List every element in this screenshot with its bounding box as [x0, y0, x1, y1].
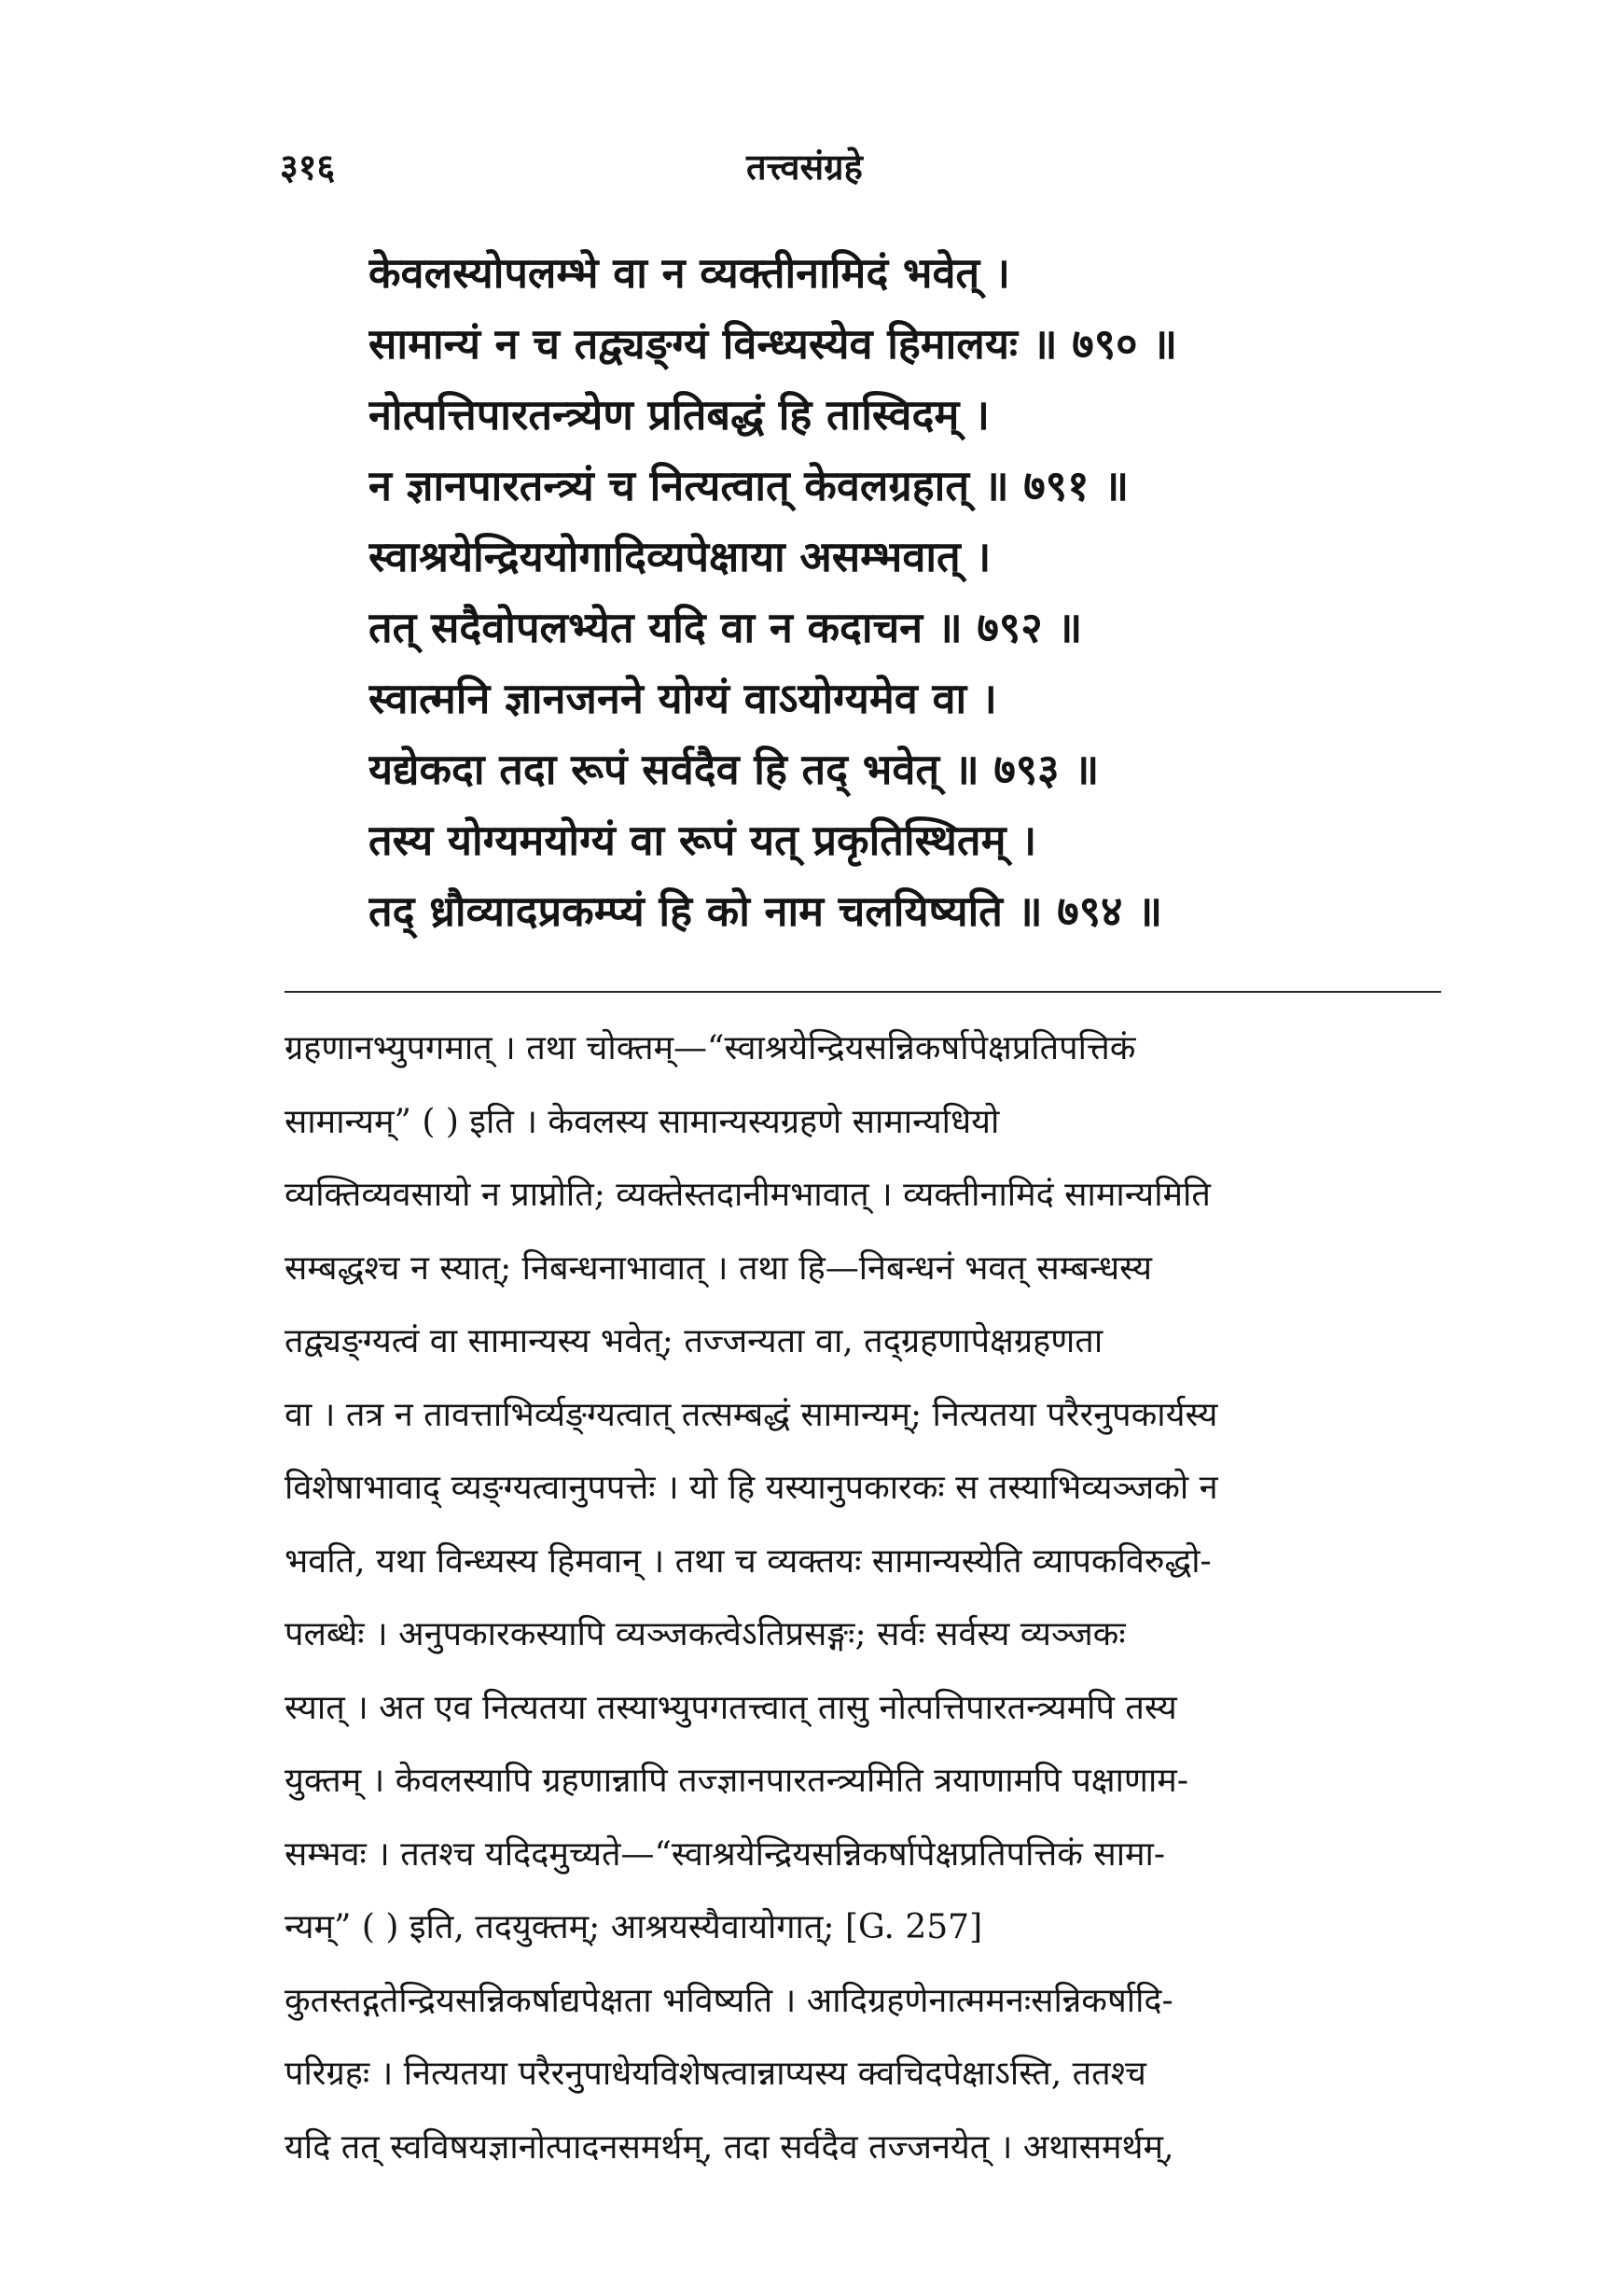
commentary-line: स्यात् । अत एव नित्यतया तस्याभ्युपगतत्त्वात् तासु नोत्पत्तिपारतन्त्र्यमपि तस्य — [285, 1688, 1177, 1727]
commentary-line: विशेषाभावाद् व्यङ्ग्यत्वानुपपत्तेः । यो हि यस्यानुपकारकः स तस्याभिव्यञ्जको न — [285, 1469, 1218, 1507]
verse-block — [368, 238, 1432, 947]
verse-line: यद्येकदा तदा रूपं सर्वदैव हि तद् भवेत् ॥ ७९३ ॥ — [368, 745, 1100, 794]
running-title: तत्त्वसंग्रहे — [746, 146, 863, 188]
section-divider — [285, 991, 1441, 993]
verse-line: स्वात्मनि ज्ञानजनने योग्यं वाऽयोग्यमेव वा । — [368, 674, 997, 723]
commentary-line: युक्तम् । केवलस्यापि ग्रहणान्नापि तज्ज्ञानपारतन्त्र्यमिति त्रयाणामपि पक्षाणाम- — [285, 1762, 1188, 1800]
verse-line: तद् ध्रौव्यादप्रकम्प्यं हि को नाम चलयिष्यति ॥ ७९४ ॥ — [368, 886, 1163, 936]
verse-line: केवलस्योपलम्भे वा न व्यक्तीनामिदं भवेत् । — [368, 248, 1010, 298]
commentary-line: वा । तत्र न तावत्ताभिर्व्यङ्ग्यत्वात् तत्सम्बद्धं सामान्यम्; नित्यतया परैरनुपकार्यस्य — [285, 1395, 1218, 1434]
commentary-line: सामान्यम्” ( ) इति । केवलस्य सामान्यस्यग्रहणे सामान्यधियो — [285, 1102, 1000, 1141]
commentary-line: सम्बद्धश्च न स्यात्; निबन्धनाभावात् । तथा हि—निबन्धनं भवत् सम्बन्धस्य — [285, 1248, 1152, 1288]
commentary-line: भवति, यथा विन्ध्यस्य हिमवान् । तथा च व्यक्तयः सामान्यस्येति व्यापकविरुद्धो- — [285, 1541, 1212, 1581]
commentary-line: ग्रहणानभ्युपगमात् । तथा चोक्तम्—“स्वाश्रयेन्द्रियसन्निकर्षापेक्षप्रतिपत्तिकं — [285, 1029, 1136, 1067]
verse-line: न ज्ञानपारतन्त्र्यं च नित्यत्वात् केवलग्रहात् ॥ ७९१ ॥ — [368, 461, 1130, 510]
page-header — [280, 142, 1437, 198]
verse-line: तत् सदैवोपलभ्येत यदि वा न कदाचन ॥ ७९२ ॥ — [368, 603, 1083, 652]
commentary-line: पलब्धेः । अनुपकारकस्यापि व्यञ्जकत्वेऽतिप्रसङ्गः; सर्वः सर्वस्य व्यञ्जकः — [285, 1615, 1126, 1653]
commentary-line: सम्भवः । ततश्च यदिदमुच्यते—“स्वाश्रयेन्द्रियसन्निकर्षापेक्षप्रतिपत्तिकं सामा- — [285, 1834, 1166, 1874]
commentary-line: परिग्रहः । नित्यतया परैरनुपाधेयविशेषत्वान्नाप्यस्य क्वचिदपेक्षाऽस्ति, ततश्च — [285, 2055, 1146, 2093]
verse-line: स्वाश्रयेन्द्रिययोगादिव्यपेक्षाया असम्भवात् । — [368, 532, 992, 581]
commentary-line: कुतस्तद्गतेन्द्रियसन्निकर्षाद्यपेक्षता भविष्यति । आदिग्रहणेनात्ममनःसन्निकर्षादि- — [285, 1981, 1173, 2020]
verse-line: तस्य योग्यमयोग्यं वा रूपं यत् प्रकृतिस्थितम् । — [368, 815, 1037, 865]
page-number: ३१६ — [280, 146, 336, 188]
commentary-line: तद्व्यङ्ग्यत्वं वा सामान्यस्य भवेत्; तज्जन्यता वा, तद्ग्रहणापेक्षग्रहणता — [285, 1322, 1103, 1360]
commentary-line: व्यक्तिव्यवसायो न प्राप्नोति; व्यक्तेस्तदानीमभावात् । व्यक्तीनामिदं सामान्यमिति — [285, 1176, 1211, 1214]
commentary-block — [285, 1012, 1450, 2184]
commentary-line: न्यम्” ( ) इति, तदयुक्तम्; आश्रयस्यैवायोगात्; [G. 257] — [285, 1908, 983, 1946]
commentary-line: यदि तत् स्वविषयज्ञानोत्पादनसमर्थम्, तदा सर्वदैव तज्जनयेत् । अथासमर्थम्, — [285, 2127, 1174, 2167]
verse-line: नोत्पत्तिपारतन्त्र्येण प्रतिबद्धं हि तास्विदम् । — [368, 390, 990, 439]
verse-line: सामान्यं न च तद्व्यङ्ग्यं विन्ध्यस्येव हिमालयः ॥ ७९० ॥ — [368, 319, 1178, 369]
